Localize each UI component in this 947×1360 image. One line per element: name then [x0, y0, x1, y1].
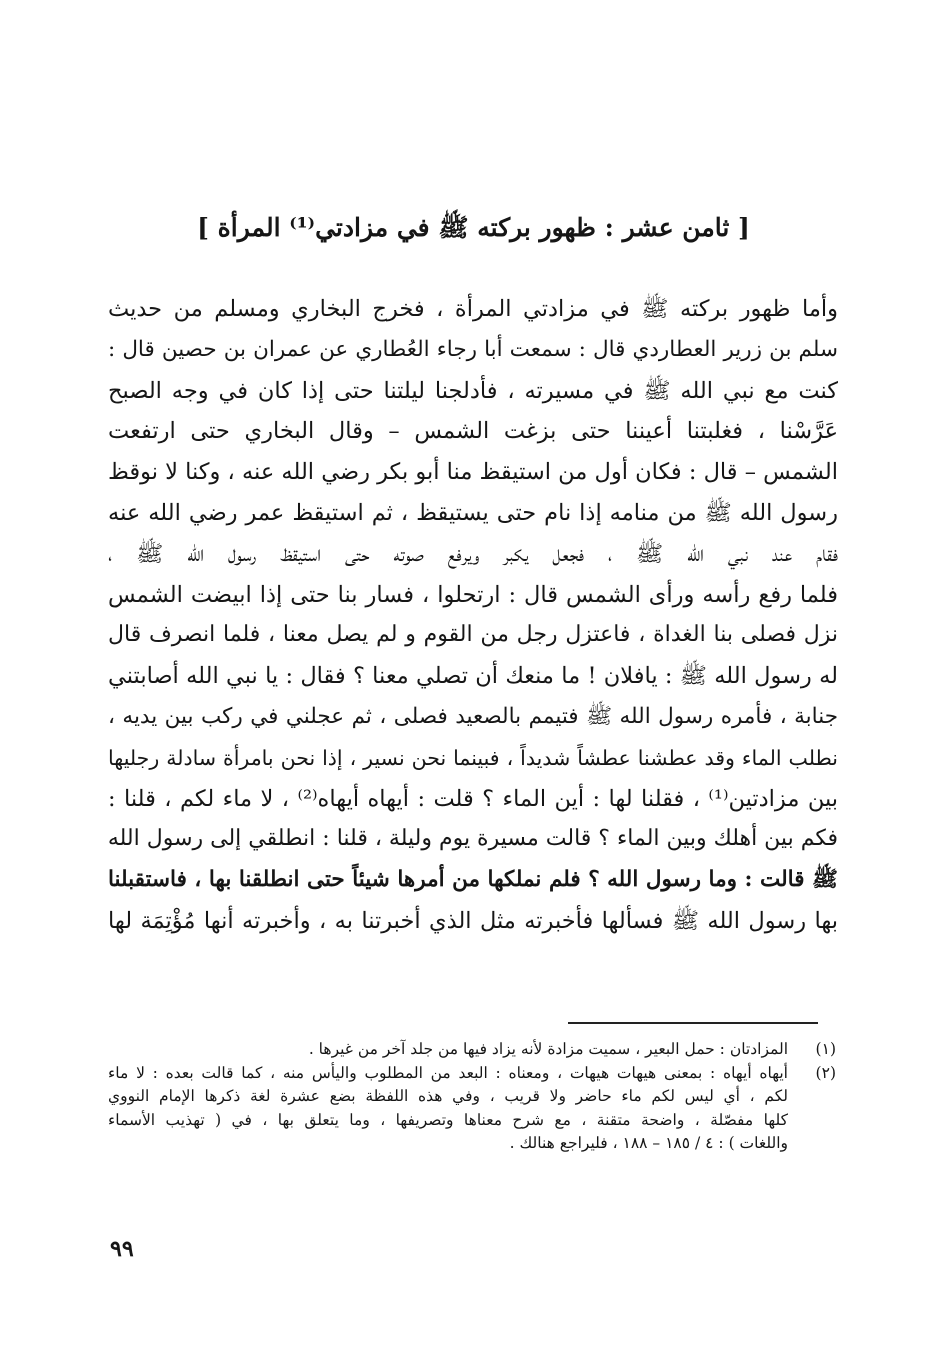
page-number: ٩٩ [110, 1236, 134, 1262]
footnote-line: واللغات ) : ٤ / ١٨٥ – ١٨٨ ، فليراجع هنالك . [509, 1133, 788, 1152]
footnotes [108, 1038, 838, 1156]
body-line: نزل فصلى بنا الغداة ، فاعتزل رجل من القوم و لم يصل معنا ، فلما انصرف قال [108, 622, 838, 648]
body-line: له رسول الله ﷺ : يافلان ! ما منعك أن تصلي معنا ؟ فقال : يا نبي الله أصابتني [108, 663, 838, 690]
footnote-1 [108, 1038, 838, 1061]
body-line: سلم بن زرير العطاردي قال : سمعت أبا رجاء العُطاري عن عمران بن حصين قال : [108, 336, 838, 362]
footnote-line: المزادتان : حمل البعير ، سميت مزادة لأنه يزاد فيها من جلد آخر من غيرها . [308, 1040, 788, 1058]
footnote-2 [108, 1062, 838, 1155]
body-line: وأما ظهور بركته ﷺ في مزادتي المرأة ، فخرج البخاري ومسلم من حديث [108, 296, 838, 322]
footnote-number: (٢) [815, 1064, 836, 1083]
body-line: كنت مع نبي الله ﷺ في مسيرته ، فأدلجنا ليلتنا حتى إذا كان في وجه الصبح [108, 377, 838, 404]
footnote-number: (١) [815, 1040, 836, 1058]
body-line: جنابة ، فأمره رسول الله ﷺ فتيمم بالصعيد فصلى ، ثم عجلني في ركب بين يديه ، [108, 703, 838, 729]
body-text [108, 289, 838, 942]
body-line: رسول الله ﷺ من منامه إذا نام حتى يستيقظ ، ثم استيقظ عمر رضي الله عنه [108, 499, 838, 526]
body-line: فكم بين أهلك وبين الماء ؟ قالت مسيرة يوم وليلة ، قلنا : انطلقي إلى رسول الله [107, 826, 838, 852]
section-heading: [ ثامن عشر : ظهور بركته ﷺ في مزادتي⁽¹⁾ المرأة ] [197, 213, 750, 242]
footnote-line: أيهاه أيهاه : بمعنى هيهات هيهات ، ومعناه : البعد من المطلوب واليأس منه ، كما قالت بعده : لا ماء [108, 1064, 788, 1083]
body-line: بها رسول الله ﷺ فسألها فأخبرته مثل الذي أخبرتنا به ، وأخبرته أنها مُؤْتِمَة لها [108, 907, 838, 934]
footnote-separator [568, 1022, 818, 1024]
footnote-line: كلها مفصّلة ، واضحة متقنة ، مع شرح معناها وتصريفها ، وما يتعلق بها ، في ( تهذيب الأسماء [108, 1110, 788, 1129]
body-line: الشمس – قال : فكان أول من استيقظ منا أبو بكر رضي الله عنه ، وكنا لا نوقظ [108, 459, 838, 486]
footnote-line: لكم ، أي ليس لكم ماء حاضر ولا قريب ، وفي هذه اللفظة بضع عشرة لغة ذكرها الإمام النووي [108, 1087, 788, 1106]
body-line: عَرَّسْنا ، فغلبتنا أعيننا حتى بزغت الشمس – وقال البخاري حتى ارتفعت [108, 418, 838, 445]
body-line: فقام عند نبي الله ﷺ ، فجعل يكبر ويرفع صوته حتى استيقظ رسول الله ﷺ ، [108, 540, 838, 567]
body-line: بين مزادتين⁽¹⁾ ، فقلنا لها : أين الماء ؟ قلت : أيهاه أيهاه⁽²⁾ ، لا ماء لكم ، قلنا : [108, 785, 838, 812]
body-line: ﷺ قالت : وما رسول الله ؟ فلم نملكها من أمرها شيئاً حتى انطلقنا بها ، فاستقبلنا [108, 867, 838, 893]
body-line: فلما رفع رأسه ورأى الشمس قال : ارتحلوا ، فسار بنا حتى إذا ابيضت الشمس [108, 581, 838, 608]
body-line: نطلب الماء وقد عطشنا عطشاً شديداً ، فبينما نحن نسير ، إذا نحن بامرأة سادلة رجليها [108, 745, 839, 770]
